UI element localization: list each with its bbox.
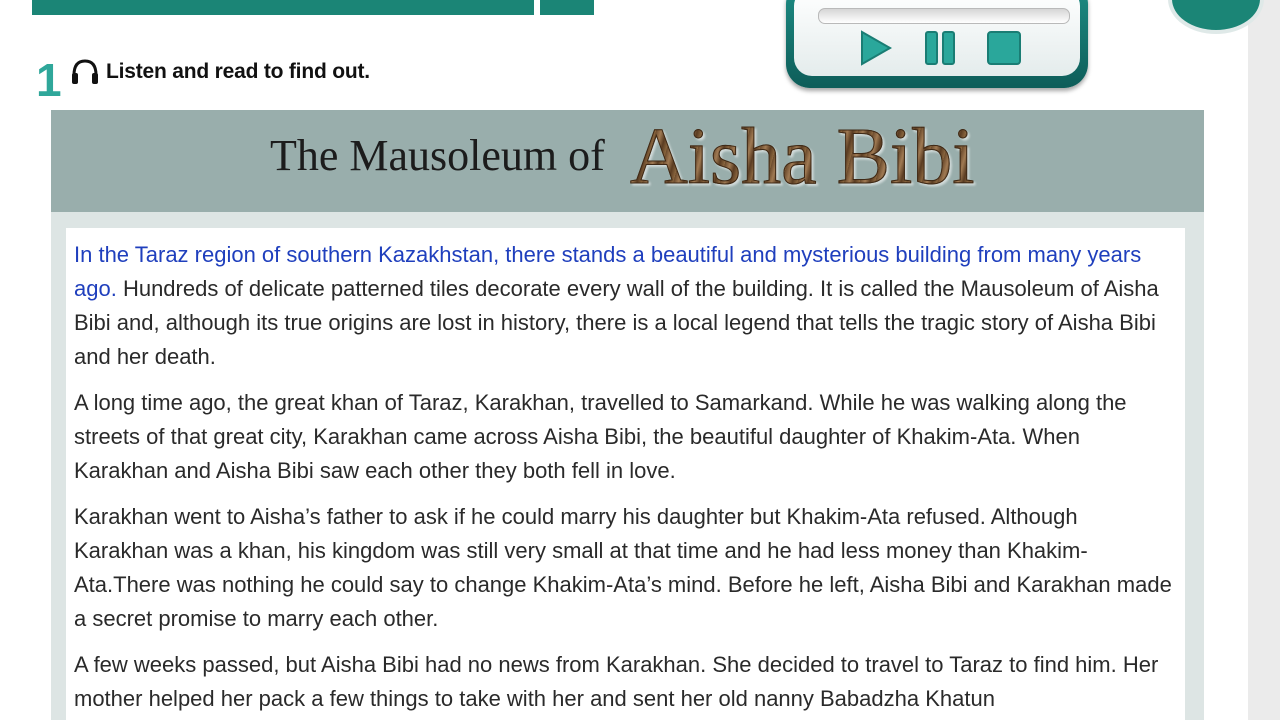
highlighted-sentence: In the Taraz region of southern Kazakhstan, there stands a beautiful and mysterious building from many years ago. — [74, 242, 1142, 301]
exercise-number: 1 — [36, 54, 62, 106]
right-edge-strip — [1248, 0, 1280, 720]
audio-player-face — [794, 0, 1080, 76]
audio-player — [786, 0, 1088, 88]
paragraph-1 — [74, 238, 1174, 374]
play-icon[interactable] — [854, 28, 894, 68]
pause-icon[interactable] — [920, 28, 960, 68]
paragraph-4: A few weeks passed, but Aisha Bibi had no news from Karakhan. She decided to travel to Taraz to find him. Her mother helped her pack a few things to take with her and sent her old nanny Babadzha Khatun — [74, 652, 1159, 711]
stop-icon[interactable] — [984, 28, 1024, 68]
paragraph-1-body: Hundreds of delicate patterned tiles decorate every wall of the building. It is called the Mausoleum of Aisha Bibi and, although its true origins are lost in history, there is a local legend that tells the tragic story of Aisha Bibi and her death. — [74, 276, 1159, 369]
paragraph-2: A long time ago, the great khan of Taraz, Karakhan, travelled to Samarkand. While he was walking along the streets of that great city, Karakhan came across Aisha Bibi, the beautiful daughter of Khakim-Ata. When Karakhan and Aisha Bibi saw each other they both fell in love. — [74, 390, 1127, 483]
article-title-main: Aisha Bibi — [630, 113, 975, 201]
audio-progress-track[interactable] — [818, 8, 1070, 24]
headphones-icon — [70, 58, 100, 86]
paragraph-3: Karakhan went to Aisha’s father to ask if he could marry his daughter but Khakim-Ata refused. Although Karakhan was a khan, his kingdom was still very small at that time and he had less money than Khakim-Ata.There was nothing he could say to change Khakim-Ata’s mind. Before he left, Aisha Bibi and Karakhan made a secret promise to marry each other. — [74, 504, 1172, 631]
title-banner — [51, 110, 1204, 212]
top-accent-bar-small — [540, 0, 594, 15]
reading-text-panel — [66, 228, 1185, 720]
exercise-instruction: Listen and read to find out. — [106, 60, 370, 83]
article-title-prefix: The Mausoleum of — [270, 131, 605, 180]
top-accent-bar — [32, 0, 534, 15]
